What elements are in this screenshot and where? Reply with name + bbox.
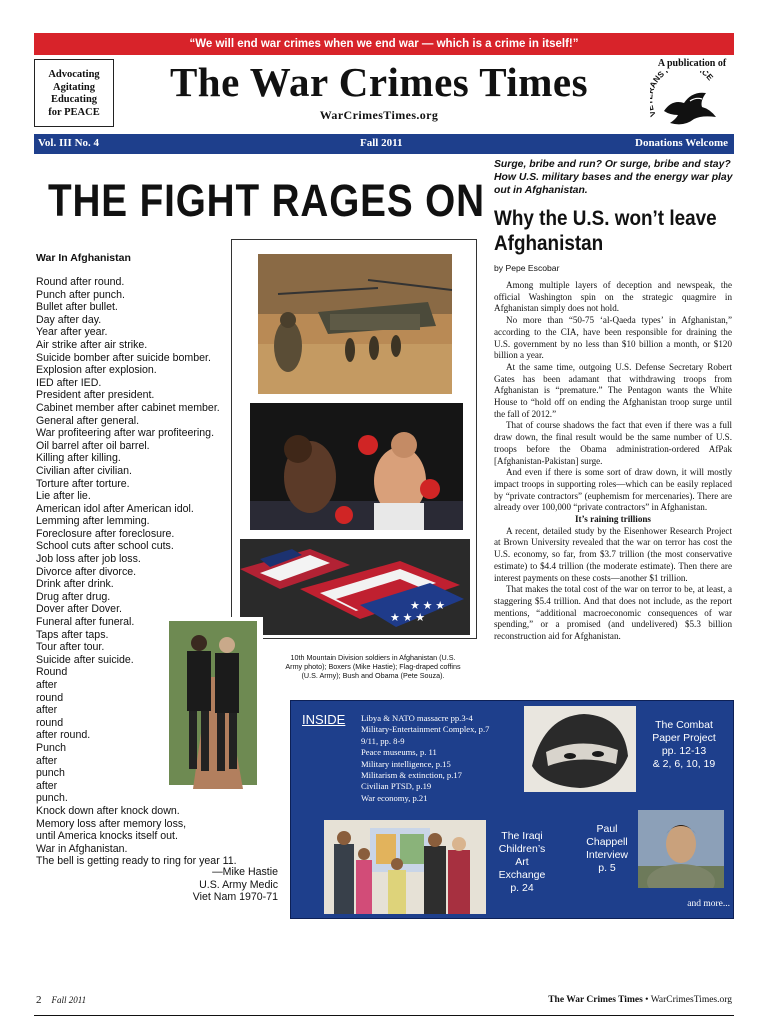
masthead-website[interactable]: WarCrimesTimes.org [319,108,439,122]
poem-line: after [36,754,58,767]
iraqi-children-photo [324,820,486,914]
poem-line: after round. [36,729,91,742]
poem-line: Air strike after air strike. [36,338,148,351]
poem-line: until America knocks itself out. [36,830,178,843]
volume-number: Vol. III No. 4 [38,137,100,149]
poem-line: round [36,691,64,704]
publication-of-label: A publication of [657,58,727,69]
article-deck: Surge, bribe and run? Or surge, bribe and stay? How U.S. military bases and the energy war play out in Afghanistan. [494,159,733,196]
paul-chappell-teaser[interactable] [576,823,638,875]
volume-bar [34,134,734,154]
poem-line: School cuts after school cuts. [36,540,174,553]
logo-text: NS CE [651,71,715,85]
poem-line: Punch after punch. [36,288,125,301]
article-byline: by Pepe Escobar [494,263,560,273]
poem-line: Torture after torture. [36,477,130,490]
footer-paper-name: The War Crimes Times [548,995,643,1005]
paul-line: Interview [585,849,628,861]
iraqi-line: Art [515,856,529,868]
article-title: Why the U.S. won’t leave Afghanistan [494,207,717,255]
inside-item[interactable]: 9/11, pp. 8-9 [361,735,405,746]
poem-line: punch. [36,792,68,805]
poem-line: President after president. [36,389,155,402]
article-paragraph: And even if there is some sort of draw down, it will mostly impact troops in supporting roles—which can be easily replaced by “private contractors” (euphemism for mercenaries). There are already over 100,000 “private contractors” in Afghanistan. [494,467,732,513]
poem-line: Dover after Dover. [36,603,122,616]
iraqi-line: The Iraqi [501,830,543,842]
signature-line: Viet Nam 1970-71 [192,891,278,904]
svg-text:★ ★ ★: ★ ★ ★ [390,612,426,624]
combat-paper-line: & 2, 6, 10, 19 [652,758,716,770]
combat-paper-line: The Combat [655,719,713,731]
boxers-photo [250,403,463,530]
article-paragraph: That of course shadows the fact that even if there was a full draw down, the final result would be the same number of U.S. troops before the Obama administration-ordered AfPak [Afghanistan-Pakistan] surge. [494,420,732,466]
poem-line: IED after IED. [36,376,102,389]
signature-line: U.S. Army Medic [199,878,278,891]
page-number: 2 [36,994,42,1006]
inside-item[interactable]: Military intelligence, p.15 [361,758,451,769]
footer-left [36,994,86,1006]
inside-item[interactable]: War economy, p.21 [361,792,428,803]
paul-chappell-photo [638,810,724,888]
poem-line: Explosion after explosion. [36,364,157,377]
inside-label: INSIDE [302,712,346,727]
poem-line: Tour after tour. [36,641,105,654]
combat-paper-line: Paper Project [652,732,716,744]
poem-signature [150,866,278,904]
poem-line: Punch [36,741,67,754]
paul-line: Paul [596,823,618,835]
article-paragraph: At the same time, outgoing U.S. Defense Secretary Robert Gates has been adamant that withdrawing troops from Afghanistan is “premature.” The Pentagon wants the White House to “hold off on ending the Afghanistan troop surge until the fall of 2012.” [494,361,732,419]
article-body [494,280,732,643]
poem-line: Day after day. [36,313,102,326]
paul-line: p. 5 [598,862,616,874]
inside-item[interactable]: Libya & NATO massacre pp.3-4 [361,713,473,723]
poem-line: Taps after taps. [36,628,109,641]
poem-line: Year after year. [36,326,108,339]
inside-item[interactable]: Militarism & extinction, p.17 [361,770,462,781]
poem-line: Suicide bomber after suicide bomber. [36,351,211,364]
article-paragraph: Among multiple layers of deception and newspeak, the official Washington spin on the strategic quagmire in Afghanistan simply does not hold. [494,280,732,314]
poem-line: after [36,704,58,717]
poem-line: after [36,679,58,691]
inside-item[interactable]: Military-Entertainment Complex, p.7 [361,724,490,735]
iraqi-line: p. 24 [510,882,534,894]
combat-paper-artwork [524,706,636,792]
poem-line: Foreclosure after foreclosure. [36,527,175,540]
inside-item[interactable]: Peace museums, p. 11 [361,747,437,758]
motto-line: Educating [50,94,98,105]
issue-season: Fall 2011 [360,137,403,149]
poem-line: Memory loss after memory loss, [36,817,187,830]
top-quote-banner [34,33,734,55]
bush-obama-photo [163,617,263,789]
motto-line: Agitating [53,81,95,93]
poem-line: Civilian after civilian. [36,464,132,477]
poem-line: Drink after drink. [36,578,114,591]
iraqi-line: Children’s [498,843,546,855]
footer-website[interactable]: WarCrimesTimes.org [650,995,732,1005]
motto-line: for PEACE [48,106,100,118]
poem-line: Killing after killing. [36,452,121,465]
poem-line: Round [36,666,68,679]
soldiers-helicopter-photo [258,254,452,394]
veterans-for-peace-logo [650,71,724,133]
signature-line: —Mike Hastie [212,866,278,878]
combat-paper-line: pp. 12-13 [661,745,707,757]
footer-season: Fall 2011 [51,995,87,1005]
footer-rule [34,1015,734,1016]
poem-line: Knock down after knock down. [36,804,180,817]
poem-line: Cabinet member after cabinet member. [36,401,220,414]
iraqi-line: Exchange [498,869,546,881]
poem-line: round [36,716,64,729]
footer-separator: • [642,995,651,1005]
banner-quote: “We will end war crimes when we end war — which is a crime in itself!” [189,38,579,50]
poem-line: American idol after American idol. [36,502,194,515]
poem-line: punch [36,767,65,780]
poem-title: War In Afghanistan [36,252,131,264]
inside-contents-list [361,713,521,804]
poem-line: Round after round. [36,276,125,288]
photo-caption: 10th Mountain Division soldiers in Afghanistan (U.S. Army photo); Boxers (Mike Hastie); Flag-draped coffins (U.S. Army); Bush and Obama (Pete Souza). [285,653,461,680]
poem-line: The bell is getting ready to ring for year 11. [36,855,237,868]
poem-line: Oil barrel after oil barrel. [36,439,150,452]
poem-line: Funeral after funeral. [36,616,135,629]
combat-paper-teaser[interactable] [636,719,732,771]
motto-line: Advocating [48,69,100,80]
svg-text:★ ★ ★: ★ ★ ★ [410,600,446,612]
poem-line: Job loss after job loss. [36,553,141,566]
article-paragraph: No more than “50-75 ‘al-Qaeda types’ in Afghanistan,” according to the CIA, have been responsible for draining the U.S. government by no less than $10 billion a month, or $120 billion a year. [494,315,732,361]
footer-right [440,995,732,1005]
poem-line: Drug after drug. [36,590,111,603]
iraqi-art-teaser[interactable] [490,830,554,895]
poem-line: Suicide after suicide. [36,653,134,666]
poem-line: Lie after lie. [36,490,91,503]
poem-line: War profiteering after war profiteering. [36,427,215,440]
motto-box [34,59,114,127]
and-more-label: and more... [687,899,730,909]
poem-line: Bullet after bullet. [36,301,118,314]
poem-line: War in Afghanistan. [36,842,128,855]
donations-label[interactable]: Donations Welcome [635,137,728,149]
flag-draped-coffins-photo [240,539,470,635]
poem-line: General after general. [36,414,140,427]
article-paragraph: A recent, detailed study by the Eisenhower Research Project at Brown University revealed that the war on terror has cost the U.S. economy, so far, from $3.7 trillion (the most conservative estimate) to $4.4 trillion (the moderate estimate). Then there are interest payments on these costs—another $1 trillion. [494,525,732,583]
main-headline: THE FIGHT RAGES ON [48,175,485,226]
poem-line: Divorce after divorce. [36,565,137,578]
poem-line: after [36,779,58,792]
article-subhead: It’s raining trillions [575,514,651,525]
poem-line: Lemming after lemming. [36,515,150,528]
inside-item[interactable]: Civilian PTSD, p.19 [361,781,432,792]
masthead-title: The War Crimes Times [169,59,589,105]
article-paragraph: That makes the total cost of the war on terror to be, at least, a staggering $5.4 trillion. And that does not include, as the report mentions, “additional macroeconomic consequences of war spending,” or a promised (and undelivered) $5.3 billion reconstruction aid for Afghanistan. [494,584,732,642]
paul-line: Chappell [586,836,628,848]
